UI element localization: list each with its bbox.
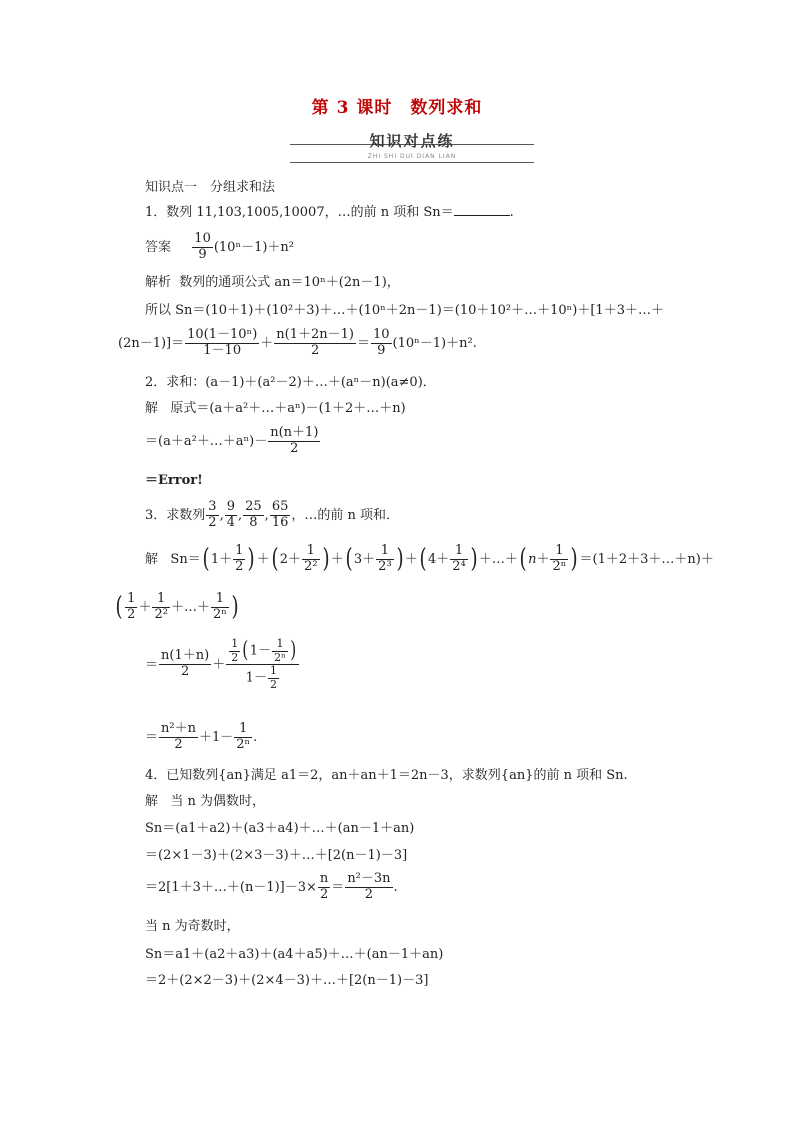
frac-den: 2 — [235, 558, 244, 574]
frac-num: 1 — [215, 591, 225, 606]
q3-term-frac-3 — [376, 544, 393, 575]
q3-line2-ellipsis: ＋…＋ — [170, 599, 210, 615]
frac-num: n(1＋n) — [161, 648, 210, 664]
q3-seq-frac-2 — [225, 500, 237, 531]
frac-num: 1 — [235, 543, 244, 558]
frac-num: 1 — [127, 591, 136, 606]
page-title: 第 3 课时 数列求和 — [311, 98, 483, 118]
frac-num: n(1＋2n－1) — [276, 327, 354, 342]
frac-num: 1 — [380, 543, 390, 558]
compound-den — [226, 664, 299, 691]
q1-line-b — [118, 328, 477, 359]
frac-den: 2² — [154, 606, 168, 622]
q4-e3-end: . — [393, 879, 398, 895]
q3-line2-frac-1 — [125, 592, 137, 623]
q3-step2-frac-1 — [159, 649, 211, 680]
term-int: 1 — [210, 551, 220, 567]
frac-num: 9 — [226, 499, 235, 514]
frac-num: 1 — [157, 591, 166, 606]
q3-solution-3: ＝ $\frac{\text{n²＋n}}{2}$ ＋1－ $\frac{1}{\text{2ⁿ}}$ . — [145, 721, 258, 752]
q2-solution-1 — [145, 402, 406, 415]
q4-sol-label: 解 — [145, 794, 159, 809]
frac-den: 2 — [274, 343, 356, 359]
q1-period: . — [509, 205, 514, 220]
q3-question: 3．求数列 $\frac{3}{2}$ , $\frac{9}{4}$ , $\frac{25}{8}$ , $\frac{65}{16}$ ，…的前 n 项和． — [145, 499, 399, 530]
q3-line2-frac-3 — [211, 592, 229, 623]
q4-question: 4．已知数列{an}满足 a1＝2，an＋an＋1＝2n－3，求数列{an}的前 n 项和 Sn. — [145, 768, 628, 783]
term-int: 2 — [279, 551, 289, 567]
frac-den: 2 — [345, 887, 392, 903]
frac-num: 65 — [271, 499, 289, 514]
q2-solution-2 — [145, 426, 321, 457]
frac-den: 2³ — [378, 558, 392, 574]
q1-answer-text: (10ⁿ－1)＋n² — [213, 239, 295, 255]
q3-term-frac-5 — [550, 544, 568, 575]
q3-text-start: 3．求数列 — [145, 507, 206, 523]
term-int: n — [528, 551, 537, 567]
q3-step3-frac-1 — [159, 722, 198, 753]
term-int: 3 — [353, 551, 363, 567]
frac-den: 2ⁿ — [274, 650, 286, 664]
section-heading: 知识点一 分组求和法 — [145, 180, 276, 195]
q4-e2: ＝(2×1－3)＋(2×3－3)＋…＋[2(n－1)－3] — [145, 848, 408, 863]
frac-den: 8 — [243, 515, 264, 531]
frac-den: 9 — [192, 247, 213, 263]
frac-den: 2 — [231, 650, 239, 664]
frac-den: 4 — [226, 514, 235, 530]
frac-num: n²－3n — [347, 871, 391, 886]
q4-odd-heading: 当 n 为奇数时， — [145, 919, 240, 934]
frac-den: 1－10 — [185, 343, 259, 359]
q4-e3-eq: ＝ — [331, 879, 345, 895]
compound-num: $\frac{1}{2}$ (1－ $\frac{1}{\text{2ⁿ}}$ ) — [231, 637, 297, 664]
section-banner — [290, 133, 534, 163]
frac-den: 2 — [208, 514, 217, 530]
frac-den: 2ⁿ — [552, 558, 567, 574]
q3-step3-frac-2 — [234, 722, 252, 753]
frac-num: 1 — [306, 543, 315, 558]
compound-num-frac — [229, 638, 240, 664]
q3-line2-frac-2 — [152, 592, 169, 623]
q4-e3-frac-1 — [318, 872, 330, 903]
q3-step2-eq: ＝ — [145, 657, 159, 673]
q2-fraction — [268, 426, 320, 457]
q3-ellipsis: ＋…＋ — [478, 551, 518, 567]
frac-num: 1 — [269, 664, 277, 678]
q2-sol2: ＝(a＋a²＋…＋aⁿ)－ — [145, 433, 268, 449]
q2-question: 2．求和：(a－1)＋(a²－2)＋…＋(aⁿ－n)(a≠0)． — [145, 375, 436, 390]
q3-step2-plus: ＋ — [212, 657, 226, 673]
q1-lineb-end: (10ⁿ－1)＋n². — [392, 335, 477, 351]
frac-num: 3 — [208, 499, 217, 514]
q4-e3-frac-2 — [345, 872, 392, 903]
q3-term-frac-2 — [302, 544, 319, 575]
q3-solution-1: 解 Sn＝( 1＋ $\frac{1}{2}$ ) ＋( 2＋ $\frac{1}{\text{2²}}$ ) ＋( 3＋ $\frac{1}{\text{2³}}$ ) ＋( 4＋ $\frac{1}{\text{2⁴}}$ ) ＋…＋( n＋ $\frac{1}{\text{2ⁿ}}$ ) ＝(1＋2＋3＋…＋n)＋ — [145, 543, 714, 575]
frac-den: 2⁴ — [452, 558, 466, 574]
banner-title: 知识对点练 — [369, 132, 455, 150]
frac-num: 1 — [231, 637, 239, 650]
q1-answer-blank — [454, 215, 510, 216]
frac-den: 2 — [127, 606, 136, 622]
frac-num: 25 — [245, 499, 262, 514]
compound-den-start: 1－ — [245, 670, 267, 686]
q1-answer-label: 答案 — [145, 239, 172, 255]
frac-num: 10 — [194, 231, 211, 246]
q1-analysis-text: 数列的通项公式 an＝10ⁿ＋(2n－1)， — [179, 275, 400, 290]
q2-error: ＝Error! — [145, 473, 203, 488]
q2-sol1: 原式＝(a＋a²＋…＋aⁿ)－(1＋2＋…＋n) — [170, 401, 406, 416]
frac-den: 2 — [159, 664, 211, 680]
q1-fraction-1 — [185, 328, 259, 359]
term-int: 4 — [427, 551, 437, 567]
banner-line-bottom — [290, 162, 534, 163]
q1-answer-fraction — [192, 232, 213, 263]
q1-fraction-3 — [371, 328, 392, 359]
frac-den: 2 — [269, 677, 277, 691]
q4-e1: Sn＝(a1＋a2)＋(a3＋a4)＋…＋(an－1＋an) — [145, 821, 415, 836]
q3-step3-mid: ＋1－ — [198, 729, 234, 745]
frac-num: n — [319, 871, 329, 886]
q1-analysis-label: 解析 — [145, 275, 172, 290]
frac-num: n²＋n — [161, 721, 196, 736]
q3-seq-frac-4 — [270, 500, 291, 531]
frac-den: 2 — [318, 887, 330, 903]
q1-question — [145, 206, 514, 219]
q4-e3-start: ＝2[1＋3＋…＋(n－1)]－3× — [145, 879, 317, 895]
q3-solution-2 — [145, 638, 300, 692]
q3-step2-compound-fraction — [226, 638, 299, 692]
frac-den: 9 — [371, 343, 392, 359]
frac-num: 1 — [276, 637, 284, 650]
q3-tail: ＝(1＋2＋3＋…＋n)＋ — [579, 551, 714, 567]
frac-num: 10(1－10ⁿ) — [187, 327, 258, 342]
q3-sn: Sn＝ — [170, 551, 201, 567]
q4-o1: Sn＝a1＋(a2＋a3)＋(a4＋a5)＋…＋(an－1＋an) — [145, 947, 444, 962]
q3-step3-end: . — [253, 729, 258, 745]
q3-solution-1b: ( $\frac{1}{2}$ ＋ $\frac{1}{\text{2²}}$ ＋…＋ $\frac{1}{\text{2ⁿ}}$ ) — [115, 591, 239, 623]
q4-e3 — [145, 872, 398, 903]
q3-seq-frac-3 — [243, 500, 264, 531]
frac-num: 10 — [373, 327, 390, 342]
frac-den: 2² — [304, 558, 318, 574]
q1-text: 1．数列 11,103,1005,10007，…的前 n 项和 Sn＝ — [145, 205, 454, 220]
q1-analysis — [145, 276, 400, 289]
q3-seq-frac-1 — [206, 500, 218, 531]
frac-den: 16 — [271, 514, 289, 530]
q4-even-heading: 当 n 为偶数时， — [170, 794, 266, 809]
compound-num-inner-frac — [272, 638, 288, 664]
q3-term-frac-1 — [233, 544, 245, 575]
q4-o2: ＝2＋(2×2－3)＋(2×4－3)＋…＋[2(n－1)－3] — [145, 973, 429, 988]
compound-den-frac — [268, 665, 279, 691]
q3-text-end: ，…的前 n 项和． — [291, 507, 399, 523]
frac-num: 1 — [239, 721, 248, 736]
frac-num: 1 — [555, 543, 564, 558]
frac-den: 2ⁿ — [212, 606, 227, 622]
q1-fraction-2 — [274, 328, 356, 359]
q3-term-frac-4 — [450, 544, 467, 575]
q1-lineb-plus: ＋ — [260, 335, 274, 351]
banner-subtitle: ZHI SHI DUI DIAN LIAN — [367, 153, 457, 160]
q1-lineb-eq: ＝ — [356, 335, 370, 351]
frac-den: 2 — [159, 737, 198, 753]
frac-den: 2 — [268, 441, 320, 457]
q3-sol-label: 解 — [145, 551, 159, 567]
q4-solution-even — [145, 795, 265, 808]
q1-lineb-start: (2n－1)]＝ — [118, 335, 185, 351]
q1-answer — [145, 232, 294, 263]
q2-sol-label: 解 — [145, 401, 159, 416]
q1-line-a: 所以 Sn＝(10＋1)＋(10²＋3)＋…＋(10ⁿ＋2n－1)＝(10＋10²＋…＋10ⁿ)＋[1＋3＋…＋ — [145, 303, 664, 318]
frac-num: n(n＋1) — [270, 425, 319, 440]
frac-den: 2ⁿ — [236, 736, 251, 752]
frac-num: 1 — [454, 543, 464, 558]
